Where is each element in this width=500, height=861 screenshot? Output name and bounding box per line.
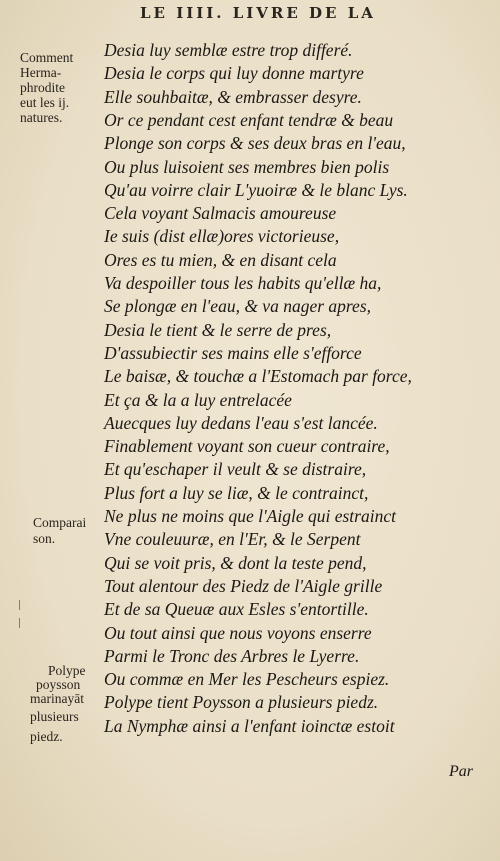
verse-line: Ores es tu mien, & en disant cela [104, 249, 337, 270]
verse-line: Ou commæ en Mer les Pescheurs espiez. [104, 669, 390, 690]
verse-line: Et qu'eschaper il veult & se distraire, [104, 459, 367, 480]
verse-line: Et de sa Queuæ aux Esles s'entortille. [104, 599, 369, 620]
margin-mark [19, 618, 20, 628]
verse-line: Parmi le Tronc des Arbres le Lyerre. [104, 645, 360, 666]
verse-line: Elle souhbaitæ, & embrasser desyre. [104, 86, 362, 107]
verse-line: Desia le corps qui luy donne martyre [104, 63, 364, 84]
margin-note-line: piedz. [30, 729, 63, 744]
verse-line: Ne plus ne moins que l'Aigle qui estrainct [104, 506, 396, 526]
verse-line: Vne couleuuræ, en l'Er, & le Serpent [104, 529, 361, 550]
verse-line: Ie suis (dist ellæ)ores victorieuse, [104, 226, 340, 247]
margin-note-polype [30, 664, 86, 743]
running-header: LE IIII. LIVRE DE LA [140, 4, 376, 22]
verse-line: Polype tient Poysson a plusieurs piedz. [104, 692, 379, 713]
verse-line: Se plongæ en l'eau, & va nager apres, [104, 296, 372, 317]
margin-note-line: natures. [20, 110, 63, 125]
catchword: Par [449, 763, 473, 780]
margin-note-line: Comment [20, 50, 74, 65]
verse-line: Finablement voyant son cueur contraire, [104, 436, 390, 457]
verse-line: Ou plus luisoient ses membres bien polis [104, 156, 390, 177]
verse-line: Desia le tient & le serre de pres, [104, 319, 332, 340]
verse-line: Plonge son corps & ses deux bras en l'eau, [104, 133, 406, 154]
verse-line: Et ça & la a luy entrelacée [104, 389, 292, 410]
verse-line: Qu'au voirre clair L'yuoiræ & le blanc Lys. [104, 179, 408, 200]
verse-line: Qui se voit pris, & dont la teste pend, [104, 552, 367, 573]
verse-line: Desia luy semblæ estre trop differé. [104, 40, 353, 60]
margin-note-line: Comparai [33, 515, 87, 530]
verse-line: Or ce pendant cest enfant tendræ & beau [104, 109, 394, 130]
margin-note-line: son. [33, 531, 56, 546]
margin-note-line: eut les ij. [20, 95, 70, 110]
margin-note-line: phrodite [20, 80, 65, 95]
margin-note-line: plusieurs [30, 709, 79, 724]
verse-line: Plus fort a luy se liæ, & le contrainct, [104, 482, 369, 503]
verse-line: Tout alentour des Piedz de l'Aigle grille [104, 575, 383, 596]
margin-note-hermaphrodite [20, 51, 73, 124]
margin-note-line: Herma- [20, 65, 62, 80]
verse-line: D'assubiectir ses mains elle s'efforce [104, 342, 362, 363]
margin-note-line: poysson [36, 677, 81, 692]
verse-line: Ou tout ainsi que nous voyons enserre [104, 622, 372, 643]
margin-note-comparaison [33, 516, 86, 545]
verse-line: Cela voyant Salmacis amoureuse [104, 203, 337, 224]
margin-mark [19, 600, 20, 610]
verse-line: La Nymphæ ainsi a l'enfant ioinctæ estoit [104, 715, 395, 736]
verse-line: Auecques luy dedans l'eau s'est lancée. [104, 412, 378, 433]
margin-note-line: Polype [48, 663, 86, 678]
margin-note-line: marinayāt [30, 691, 84, 706]
verse-line: Va despoiller tous les habits qu'ellæ ha, [104, 273, 382, 293]
verse-line: Le baisæ, & touchæ a l'Estomach par force, [104, 366, 412, 387]
